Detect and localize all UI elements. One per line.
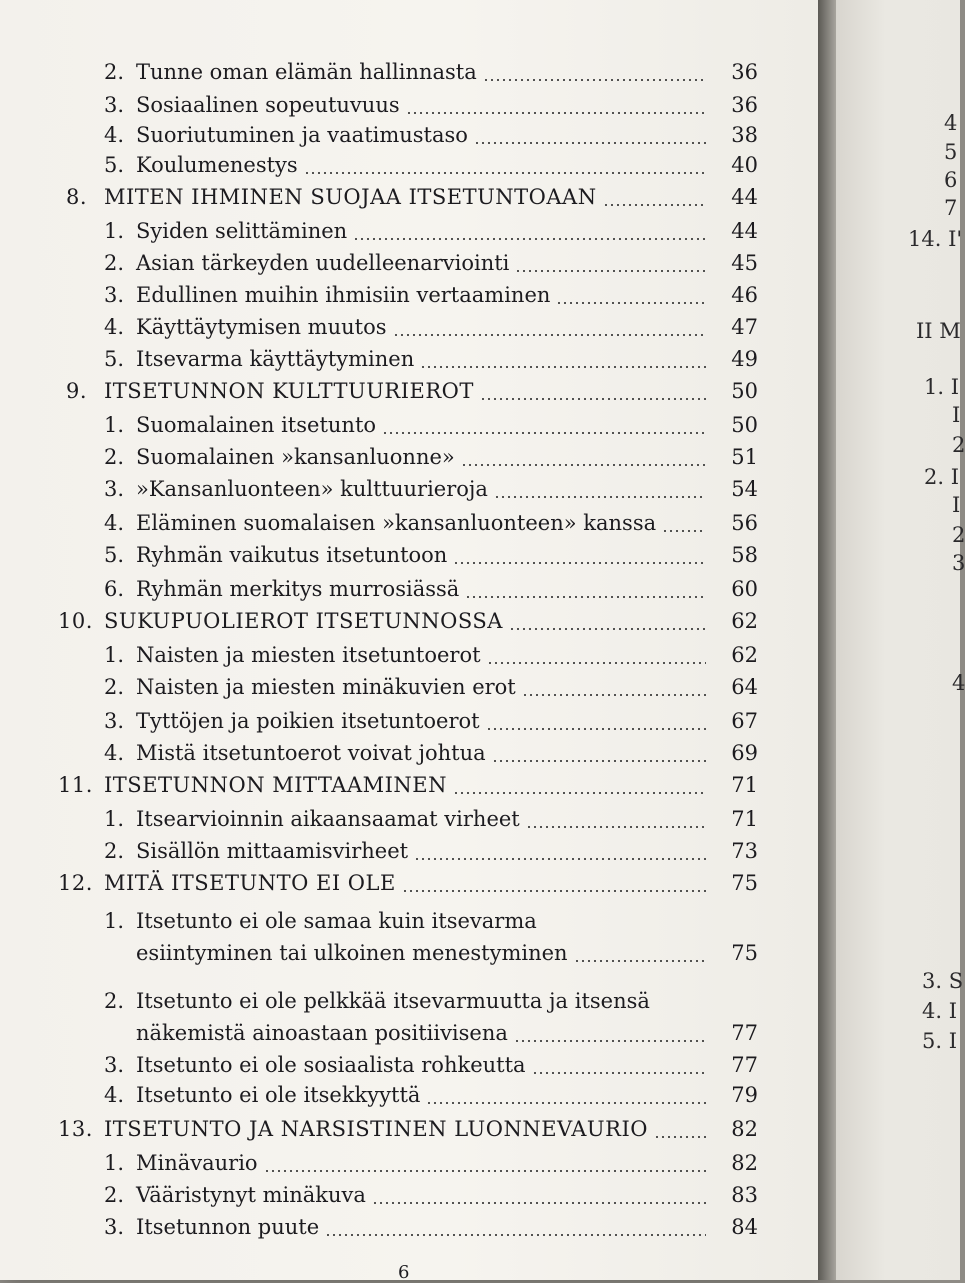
toc-entry-title: Naisten ja miesten itsetuntoerot (136, 643, 481, 667)
toc-dot-leader (494, 496, 706, 498)
toc-page-number: 36 (731, 93, 758, 117)
page-number-mark: 6 (398, 1262, 410, 1283)
toc-entry-number: 4. (104, 315, 125, 339)
toc-chapter-row (0, 1112, 818, 1146)
toc-entry-number: 3. (104, 709, 125, 733)
toc-entry-title: Itsetunto ei ole itsekkyyttä (136, 1083, 421, 1107)
toc-page-number: 77 (731, 1021, 758, 1045)
toc-dot-leader (654, 1136, 706, 1138)
toc-entry-row (0, 670, 818, 704)
toc-entry-title: Asian tärkeyden uudelleenarviointi (136, 251, 510, 275)
toc-entry-number: 9. (66, 379, 88, 403)
toc-entry-number: 11. (58, 773, 93, 797)
toc-dot-leader (514, 1040, 706, 1042)
toc-page-number: 82 (731, 1117, 758, 1141)
toc-page-number: 75 (731, 941, 758, 965)
toc-entry-number: 3. (104, 1215, 125, 1239)
toc-page-number: 75 (731, 871, 758, 895)
toc-dot-leader (461, 464, 706, 466)
toc-page-number: 64 (731, 675, 758, 699)
toc-chapter-row (0, 180, 818, 214)
toc-entry-row (0, 342, 818, 376)
toc-entry-row (0, 506, 818, 540)
toc-dot-leader (474, 142, 706, 144)
toc-dot-leader (483, 79, 706, 81)
toc-entry-row (0, 88, 818, 122)
toc-entry-row (0, 1178, 818, 1212)
toc-entry-number: 3. (104, 1053, 125, 1077)
toc-entry-row (0, 118, 818, 152)
toc-entry-title: Ryhmän vaikutus itsetuntoon (136, 543, 448, 567)
toc-entry-title: Tyttöjen ja poikien itsetuntoerot (136, 709, 480, 733)
toc-entry-title: Naisten ja miesten minäkuvien erot (136, 675, 516, 699)
right-page (836, 0, 965, 1280)
toc-entry-row (0, 984, 818, 1018)
toc-entry-number: 1. (104, 219, 125, 243)
toc-dot-leader (453, 562, 706, 564)
toc-dot-leader (515, 270, 706, 272)
toc-dot-leader (426, 1102, 706, 1104)
toc-dot-leader (465, 596, 706, 598)
toc-entry-title: Itsetunto ei ole sosiaalista rohkeutta (136, 1053, 526, 1077)
toc-entry-row (0, 310, 818, 344)
toc-entry-number: 10. (58, 609, 93, 633)
toc-entry-number: 2. (104, 839, 125, 863)
toc-entry-number: 13. (58, 1117, 93, 1141)
toc-entry-row (0, 1048, 818, 1082)
toc-dot-leader (509, 628, 706, 630)
toc-entry-number: 2. (104, 989, 125, 1013)
toc-dot-leader (414, 858, 706, 860)
toc-entry-title: MITEN IHMINEN SUOJAA ITSETUNTOAAN (104, 185, 597, 209)
right-page-fragment: 5. I (922, 1029, 958, 1053)
toc-entry-title: ITSETUNNON MITTAAMINEN (104, 773, 448, 797)
toc-entry-number: 2. (104, 60, 125, 84)
toc-entry-title: Edullinen muihin ihmisiin vertaaminen (136, 283, 551, 307)
toc-page-number: 47 (731, 315, 758, 339)
toc-dot-leader (662, 530, 706, 532)
toc-entry-title: Suomalainen itsetunto (136, 413, 377, 437)
toc-page-number: 71 (731, 773, 758, 797)
right-page-fragment: 5 (944, 140, 958, 164)
toc-entry-title: Käyttäytymisen muutos (136, 315, 387, 339)
toc-entry-title: Sosiaalinen sopeutuvuus (136, 93, 400, 117)
toc-entry-title: Itsetunto ei ole samaa kuin itsevarma (136, 909, 537, 933)
toc-dot-leader (420, 366, 706, 368)
toc-page-number: 56 (731, 511, 758, 535)
toc-dot-leader (406, 112, 706, 114)
toc-entry-number: 2. (104, 675, 125, 699)
toc-entry-row (0, 1210, 818, 1244)
toc-page-number: 50 (731, 379, 758, 403)
toc-page-number: 83 (731, 1183, 758, 1207)
toc-entry-title: Itsevarma käyttäytyminen (136, 347, 415, 371)
toc-dot-leader (402, 890, 706, 892)
right-page-fragment: 4. I (922, 999, 958, 1023)
toc-entry-number: 4. (104, 741, 125, 765)
toc-entry-row (0, 148, 818, 182)
toc-entry-title: »Kansanluonteen» kulttuurieroja (136, 477, 488, 501)
toc-dot-leader (526, 826, 706, 828)
toc-chapter-row (0, 768, 818, 802)
toc-entry-title: Itsetunto ei ole pelkkää itsevarmuutta ja itsensä (136, 989, 650, 1013)
toc-dot-leader (264, 1170, 706, 1172)
toc-entry-title: esiintyminen tai ulkoinen menestyminen (136, 941, 568, 965)
toc-entry-row (0, 802, 818, 836)
toc-entry-title: Tunne oman elämän hallinnasta (136, 60, 477, 84)
right-page-fragment: 6 (944, 168, 958, 192)
toc-entry-row (0, 1016, 818, 1050)
toc-entry-title: Syiden selittäminen (136, 219, 348, 243)
toc-entry-number: 5. (104, 347, 125, 371)
toc-dot-leader (304, 172, 706, 174)
toc-entry-row (0, 246, 818, 280)
toc-page-number: 79 (731, 1083, 758, 1107)
toc-dot-leader (487, 662, 706, 664)
toc-entry-title: Mistä itsetuntoerot voivat johtua (136, 741, 486, 765)
right-page-fragment: I (952, 403, 961, 427)
toc-entry-title: Suomalainen »kansanluonne» (136, 445, 455, 469)
toc-entry-title: Minävaurio (136, 1151, 258, 1175)
right-page-fragment: II M (916, 319, 961, 343)
toc-chapter-row (0, 604, 818, 638)
toc-dot-leader (574, 960, 706, 962)
toc-page-number: 49 (731, 347, 758, 371)
toc-entry-number: 3. (104, 93, 125, 117)
toc-entry-number: 5. (104, 543, 125, 567)
toc-page-number: 73 (731, 839, 758, 863)
right-page-fragment: 4 (944, 111, 958, 135)
toc-entry-row (0, 408, 818, 442)
toc-entry-number: 1. (104, 909, 125, 933)
toc-dot-leader (453, 792, 706, 794)
toc-dot-leader (372, 1202, 706, 1204)
toc-entry-row (0, 55, 818, 89)
toc-dot-leader (325, 1234, 706, 1236)
toc-entry-number: 2. (104, 251, 125, 275)
toc-entry-row (0, 278, 818, 312)
toc-entry-number: 1. (104, 1151, 125, 1175)
toc-entry-row (0, 472, 818, 506)
toc-dot-leader (556, 302, 706, 304)
toc-entry-title: ITSETUNNON KULTTUURIEROT (104, 379, 474, 403)
toc-page-number: 46 (731, 283, 758, 307)
toc-entry-title: Sisällön mittaamisvirheet (136, 839, 409, 863)
toc-page-number: 77 (731, 1053, 758, 1077)
toc-page-number: 40 (731, 153, 758, 177)
toc-entry-number: 1. (104, 413, 125, 437)
toc-dot-leader (393, 334, 706, 336)
toc-dot-leader (532, 1072, 706, 1074)
toc-entry-row (0, 214, 818, 248)
toc-entry-title: Koulumenestys (136, 153, 298, 177)
toc-entry-number: 6. (104, 577, 125, 601)
toc-entry-number: 1. (104, 643, 125, 667)
right-page-fragment: 2. I (924, 465, 960, 489)
toc-entry-row (0, 572, 818, 606)
toc-page-number: 45 (731, 251, 758, 275)
toc-entry-row (0, 538, 818, 572)
toc-page-number: 44 (731, 219, 758, 243)
toc-dot-leader (603, 204, 706, 206)
right-page-fragment: 7 (944, 196, 958, 220)
toc-entry-title: Eläminen suomalaisen »kansanluonteen» kanssa (136, 511, 657, 535)
toc-entry-row (0, 704, 818, 738)
toc-page-number: 38 (731, 123, 758, 147)
toc-entry-number: 3. (104, 477, 125, 501)
toc-entry-row (0, 1146, 818, 1180)
right-page-fragment: 1. I (924, 375, 960, 399)
toc-page-number: 62 (731, 643, 758, 667)
right-page-fragment: 2 (952, 523, 965, 547)
toc-dot-leader (492, 760, 706, 762)
toc-dot-leader (382, 432, 706, 434)
right-page-fragment: 3 (952, 551, 965, 575)
toc-entry-row (0, 440, 818, 474)
toc-page-number: 84 (731, 1215, 758, 1239)
toc-entry-number: 3. (104, 283, 125, 307)
toc-page-number: 54 (731, 477, 758, 501)
toc-entry-title: ITSETUNTO JA NARSISTINEN LUONNEVAURIO (104, 1117, 648, 1141)
toc-entry-title: Itsearvioinnin aikaansaamat virheet (136, 807, 520, 831)
toc-page-number: 36 (731, 60, 758, 84)
toc-entry-number: 2. (104, 1183, 125, 1207)
toc-entry-number: 5. (104, 153, 125, 177)
toc-entry-title: Itsetunnon puute (136, 1215, 320, 1239)
toc-dot-leader (486, 728, 706, 730)
toc-page-number: 69 (731, 741, 758, 765)
toc-entry-number: 8. (66, 185, 88, 209)
toc-entry-title: näkemistä ainoastaan positiivisena (136, 1021, 508, 1045)
toc-entry-number: 1. (104, 807, 125, 831)
toc-entry-number: 4. (104, 123, 125, 147)
right-page-fragment: 14. I' (908, 227, 963, 251)
toc-page-number: 44 (731, 185, 758, 209)
toc-entry-title: Vääristynyt minäkuva (136, 1183, 366, 1207)
toc-chapter-row (0, 374, 818, 408)
toc-entry-number: 2. (104, 445, 125, 469)
toc-entry-number: 4. (104, 511, 125, 535)
toc-dot-leader (353, 238, 706, 240)
toc-page-number: 51 (731, 445, 758, 469)
toc-page-number: 82 (731, 1151, 758, 1175)
right-page-fragment: I (952, 493, 961, 517)
toc-dot-leader (522, 694, 706, 696)
toc-entry-row (0, 736, 818, 770)
toc-chapter-row (0, 866, 818, 900)
toc-page-number: 62 (731, 609, 758, 633)
right-page-fragment: 4 (952, 671, 965, 695)
toc-entry-number: 4. (104, 1083, 125, 1107)
toc-page-number: 58 (731, 543, 758, 567)
toc-entry-row (0, 638, 818, 672)
toc-page-number: 71 (731, 807, 758, 831)
toc-entry-row (0, 904, 818, 938)
book-gutter (818, 0, 836, 1280)
right-page-fragment: 3. S (922, 969, 964, 993)
toc-page-number: 60 (731, 577, 758, 601)
toc-entry-title: SUKUPUOLIEROT ITSETUNNOSSA (104, 609, 503, 633)
toc-entry-row (0, 1078, 818, 1112)
toc-page-number: 50 (731, 413, 758, 437)
toc-entry-row (0, 834, 818, 868)
toc-page-number: 67 (731, 709, 758, 733)
toc-entry-title: MITÄ ITSETUNTO EI OLE (104, 871, 396, 895)
toc-entry-number: 12. (58, 871, 93, 895)
toc-entry-title: Ryhmän merkitys murrosiässä (136, 577, 460, 601)
right-page-fragment: 2 (952, 433, 965, 457)
toc-entry-row (0, 936, 818, 970)
toc-dot-leader (480, 398, 706, 400)
toc-entry-title: Suoriutuminen ja vaatimustaso (136, 123, 468, 147)
